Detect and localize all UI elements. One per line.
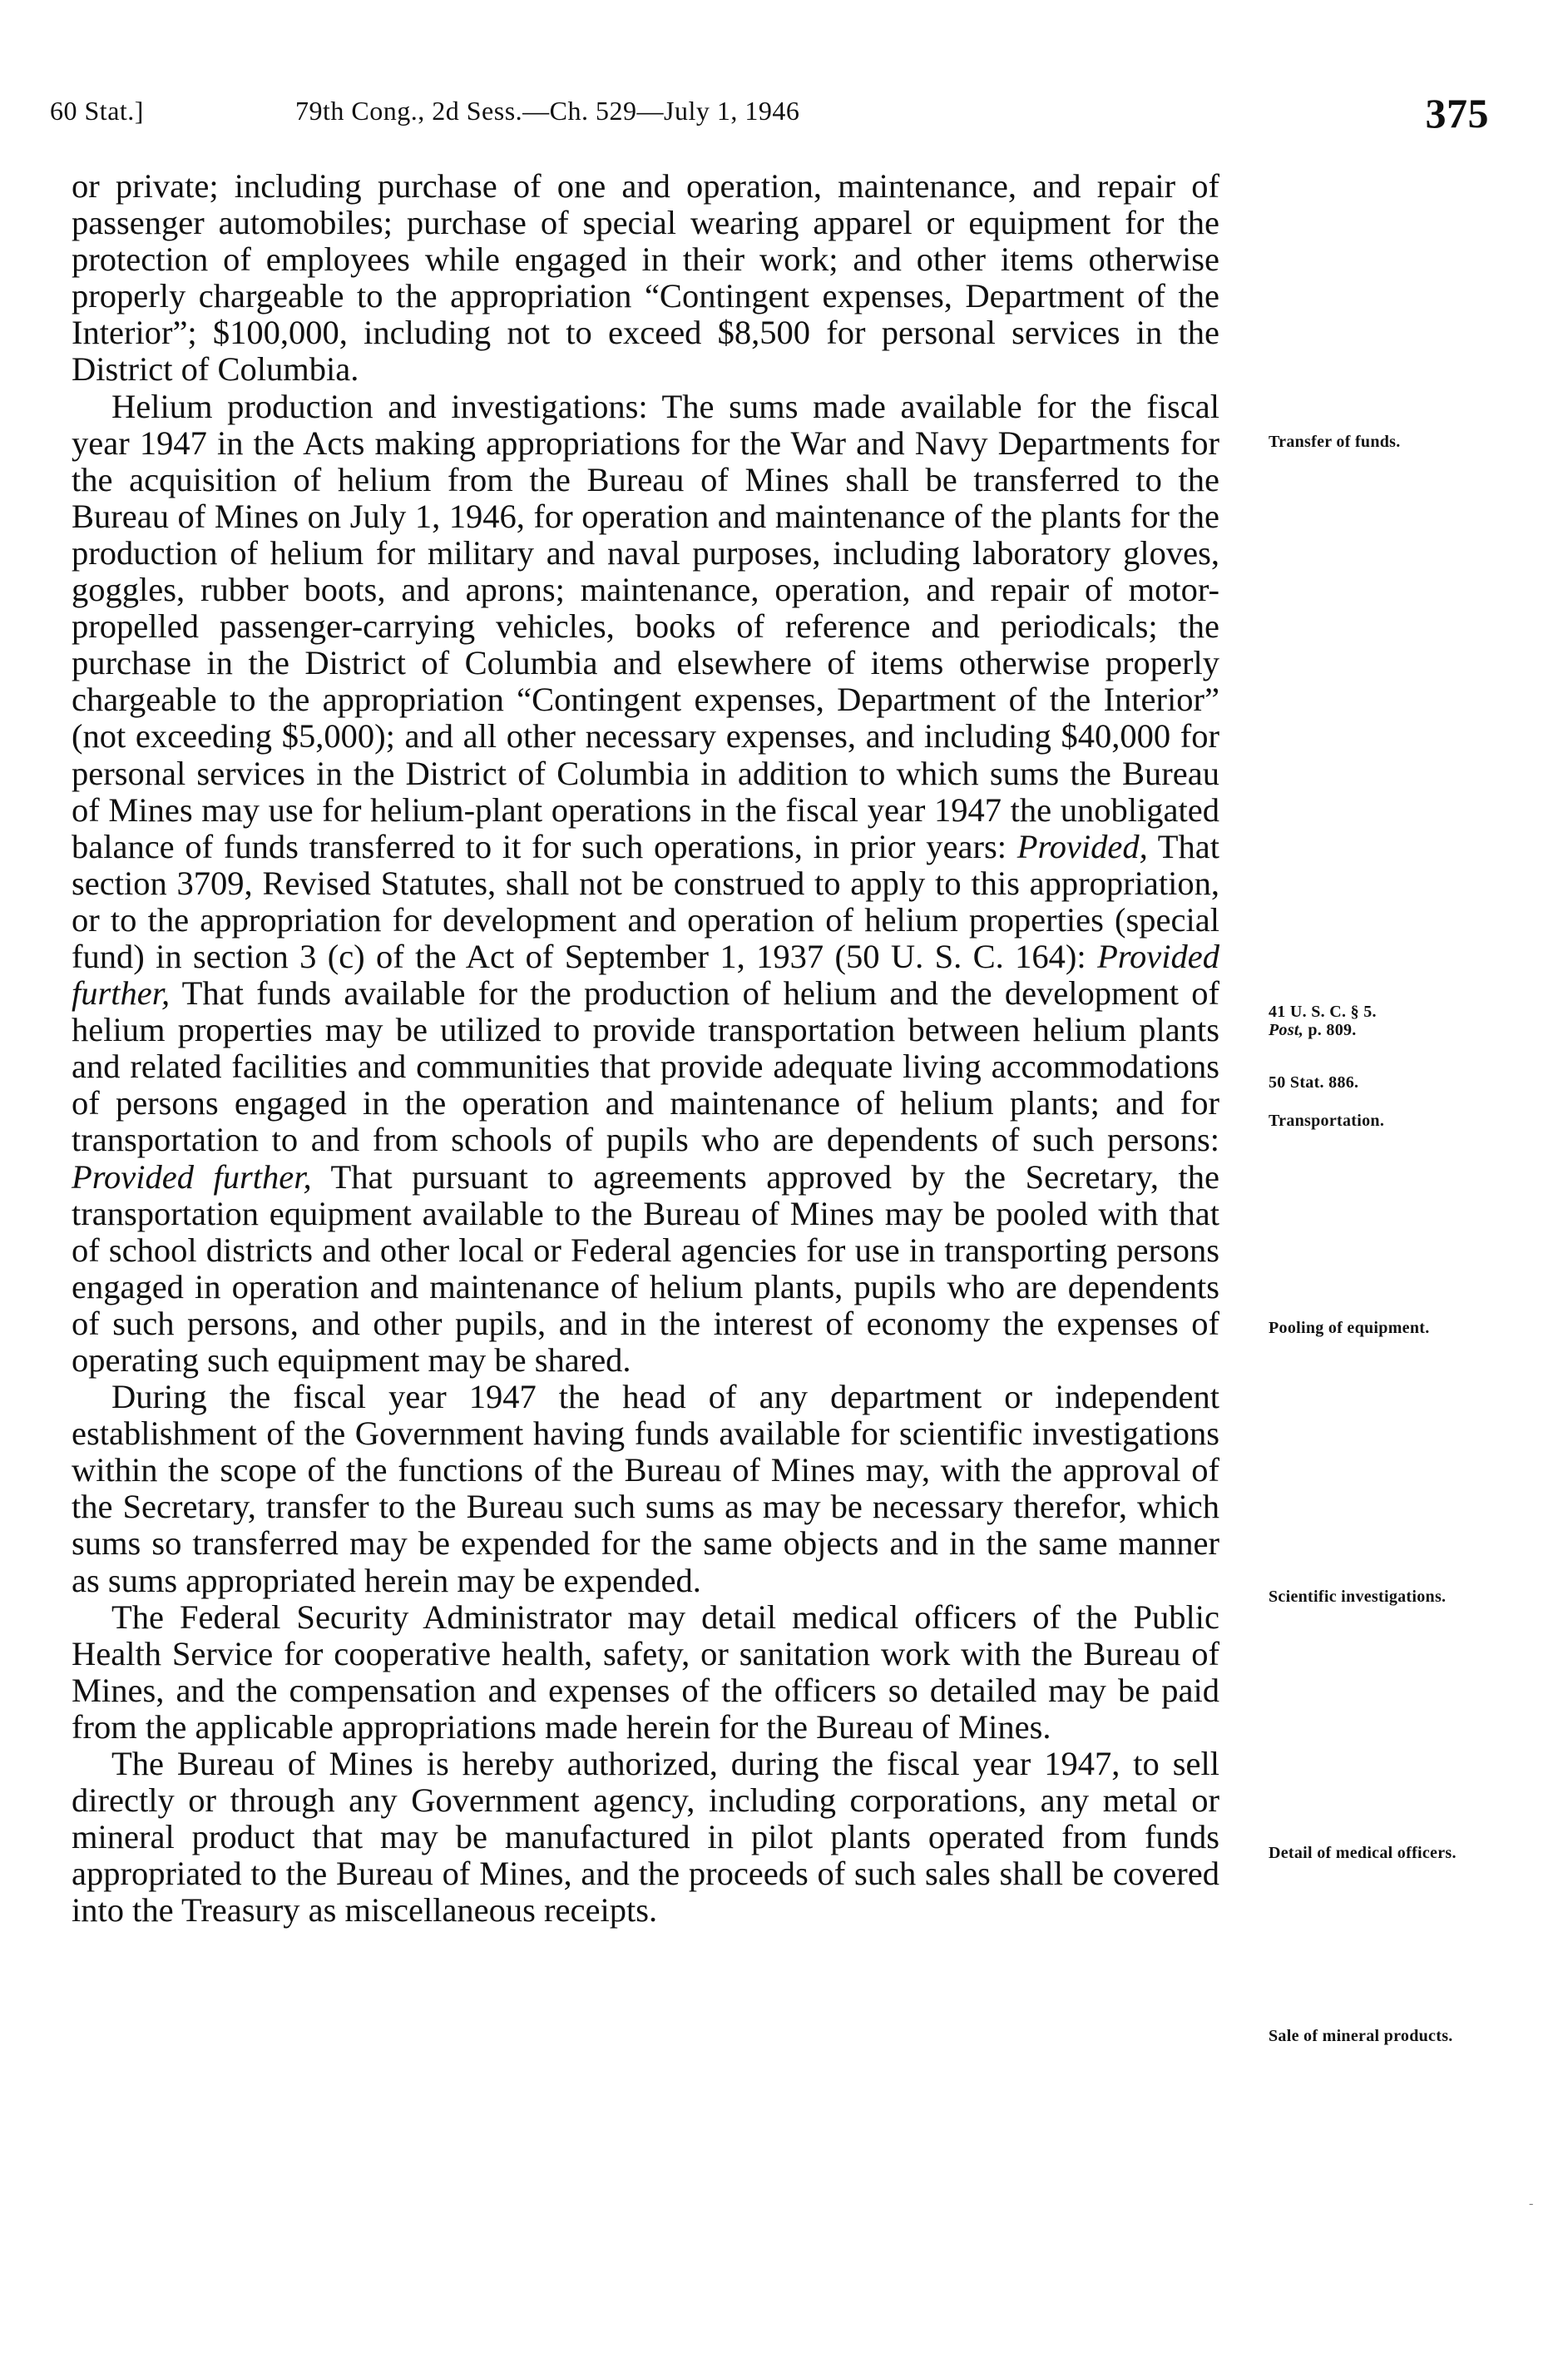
margin-note-scientific: Scientific investigations. [1269, 1588, 1447, 1606]
running-header [50, 90, 1489, 146]
statute-volume: 60 Stat.] [50, 96, 144, 126]
margin-note-usc [1269, 1003, 1472, 1039]
session-chapter-date: 79th Cong., 2d Sess.—Ch. 529—July 1, 1946 [295, 96, 800, 126]
margin-note-transportation: Transportation. [1269, 1112, 1385, 1130]
provided-further-word-2: Provided further, [72, 1157, 312, 1196]
margin-note-medical: Detail of medical officers. [1269, 1844, 1457, 1862]
paragraph-sale: The Bureau of Mines is hereby authorized, during the fiscal year 1947, to sell directly or through any Government agency, including corporations, any metal or mineral product that may be manufactured in pilot plants operated from funds appropriated to the Bureau of Mines, and the proceeds of such sales shall be covered into the Treasury as miscellaneous receipts. [72, 1745, 1219, 1930]
stray-mark: - [1529, 2197, 1534, 2211]
margin-note-stat: 50 Stat. 886. [1269, 1073, 1359, 1092]
provided-further-word: Provided further, [72, 937, 1220, 1013]
post-reference [1269, 1021, 1472, 1039]
provided-word: Provided, [1016, 827, 1148, 865]
transportation-text: That funds available for the production of helium and the development of helium properties may be utilized to provide transportation between helium plants and related facilities and communities that provide adequate living accommodations of persons engaged in the operation and maintenance of helium plants; and for transportation to and from schools of pupils who are dependents of such persons: [72, 974, 1219, 1159]
usc-reference: 41 U. S. C. § 5. [1269, 1003, 1377, 1021]
pooling-text: That pursuant to agreements approved by the Secretary, the transportation equipment available to the Bureau of Mines may be pooled with that of school districts and other local or Federal agencies for use in transporting persons engaged in operation and maintenance of helium plants, pupils who are dependents of such persons, and other pupils, and in the interest of economy the expenses of operating such equipment may be shared. [72, 1157, 1219, 1379]
paragraph-helium [72, 389, 1219, 1380]
paragraph-medical: The Federal Security Administrator may detail medical officers of the Public Health Service for cooperative health, safety, or sanitation work with the Bureau of Mines, and the compensation and expenses of the officers so detailed may be paid from the applicable appropriations made herein for the Bureau of Mines. [72, 1598, 1219, 1746]
statute-body [72, 168, 1219, 1930]
section-3709-text: That section 3709, Revised Statutes, shall not be construed to apply to this appropriation, or to the appropriation for development and operation of helium properties (special fund) in section 3 (c) of the Act of September 1, 1937 (50 U. S. C. 164): [72, 827, 1219, 975]
margin-note-transfer: Transfer of funds. [1269, 433, 1401, 451]
post-word: Post, [1269, 1021, 1304, 1039]
paragraph-scientific: During the fiscal year 1947 the head of any department or independent establishment of the Government having funds available for scientific investigations within the scope of the functions of the Bureau of Mines may, with the approval of the Secretary, transfer to the Bureau such sums as may be necessary therefor, which sums so transferred may be expended for the same objects and in the same manner as sums appropriated herein may be expended. [72, 1378, 1219, 1599]
post-page: p. 809. [1308, 1021, 1357, 1039]
helium-text: Helium production and investigations: The sums made available for the fiscal year 1947 in the Acts making appropriations for the War and Navy Departments for the acquisition of helium from the Bureau of Mines shall be transferred to the Bureau of Mines on July 1, 1946, for operation and maintenance of the plants for the production of helium for military and naval purposes, including laboratory gloves, goggles, rubber boots, and aprons; maintenance, operation, and repair of motor-propelled passenger-carrying vehicles, books of reference and periodicals; the purchase in the District of Columbia and elsewhere of items otherwise properly chargeable to the appropriation “Contingent expenses, Department of the Interior” (not exceeding $5,000); and all other necessary expenses, and including $40,000 for personal services in the District of Columbia in addition to which sums the Bureau of Mines may use for helium-plant operations in the fiscal year 1947 the unobligated balance of funds transferred to it for such operations, in prior years: [72, 387, 1219, 865]
page-number: 375 [1425, 90, 1489, 136]
margin-note-sale: Sale of mineral products. [1269, 2027, 1453, 2045]
margin-note-pooling: Pooling of equipment. [1269, 1319, 1430, 1337]
paragraph-contingent: or private; including purchase of one and operation, maintenance, and repair of passenger automobiles; purchase of special wearing apparel or equipment for the protection of employees while engaged in their work; and other items otherwise properly chargeable to the appropriation “Contingent expenses, Department of the Interior”; $100,000, including not to exceed $8,500 for personal services in the District of Columbia. [72, 167, 1219, 389]
